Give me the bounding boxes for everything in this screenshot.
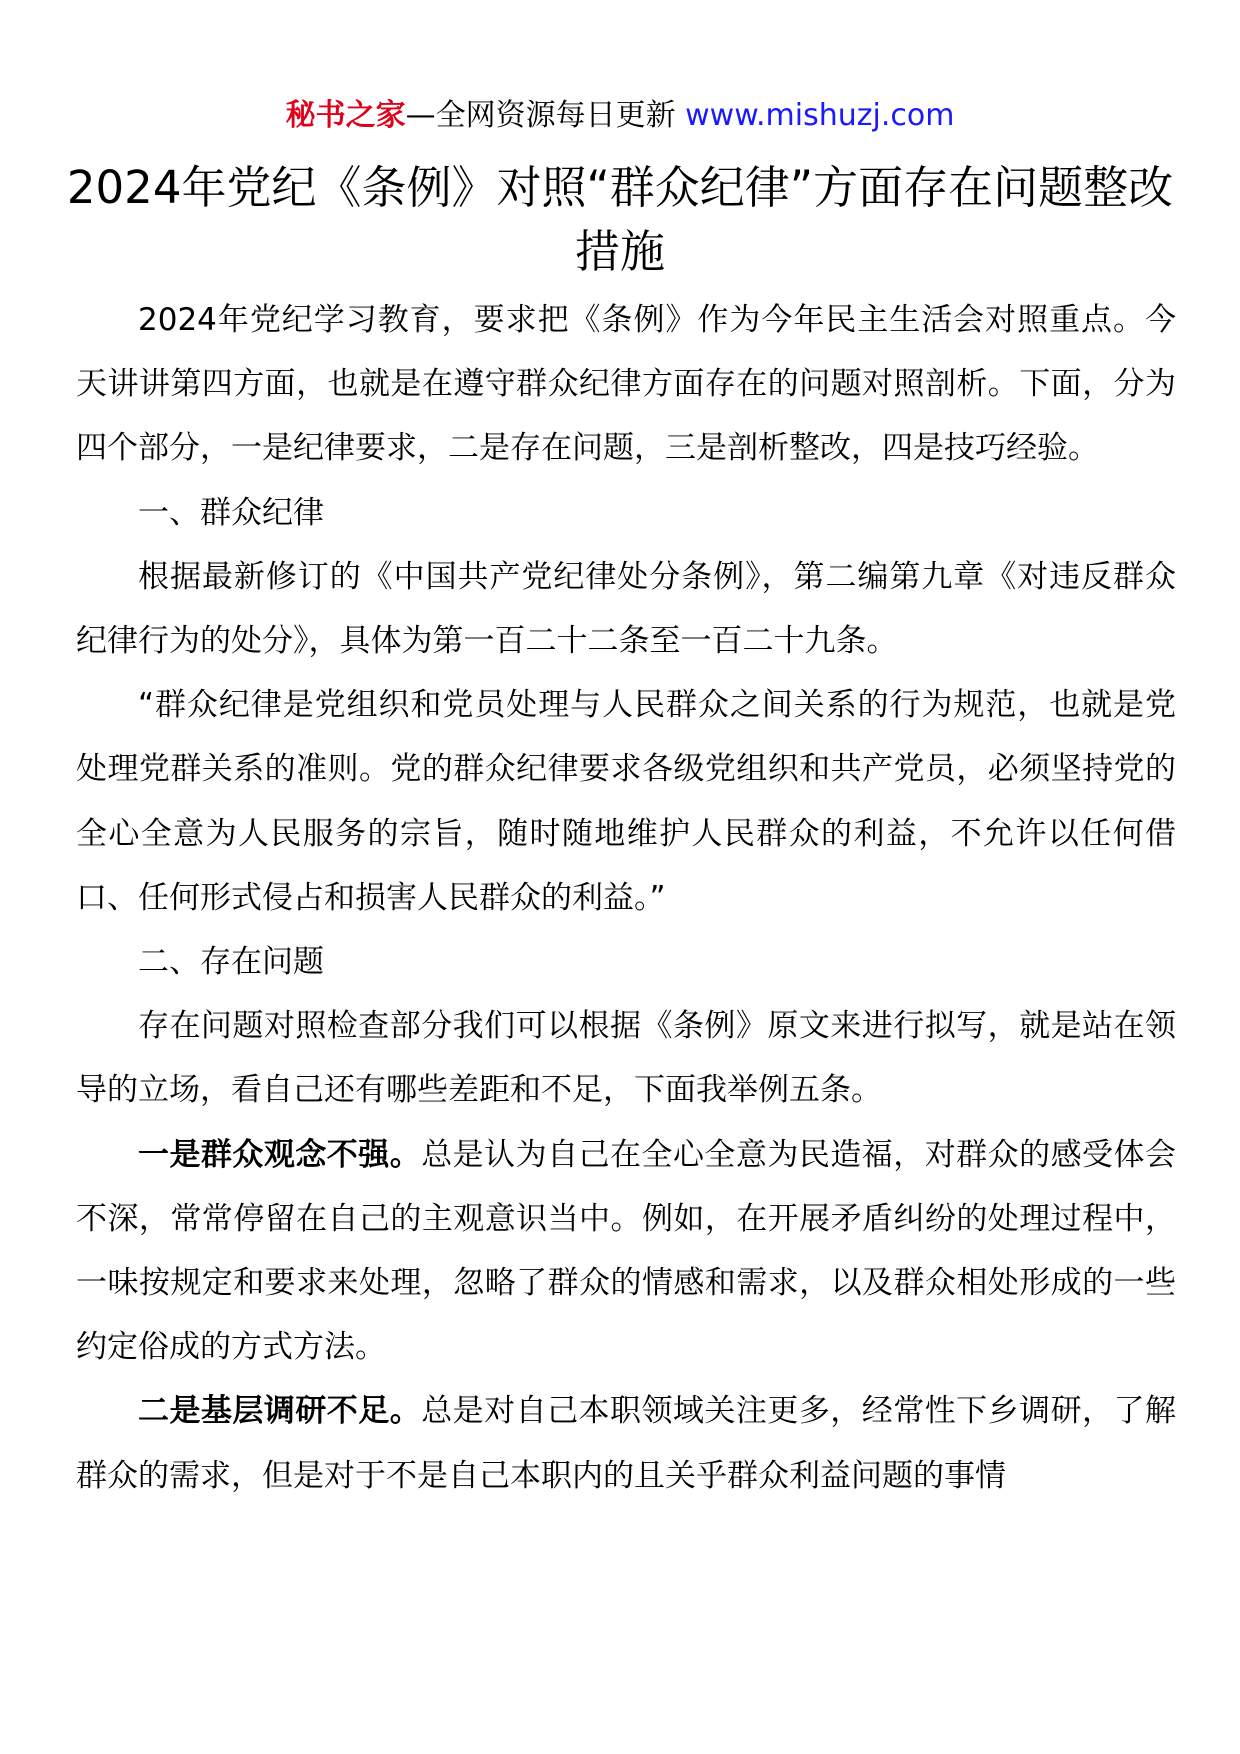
section-heading-text: 一、群众纪律 [138,494,324,531]
site-header [0,96,1240,136]
document-body [76,288,1176,1508]
problem-lead: 一是群众观念不强。 [138,1136,422,1173]
site-tagline: —全网资源每日更新 [405,98,686,133]
section-heading-existing-problems [76,930,1176,994]
paragraph-text: 存在问题对照检查部分我们可以根据《条例》原文来进行拟写，就是站在领导的立场，看自己还有哪些差距和不足，下面我举例五条。 [76,1008,1176,1109]
section-heading-text: 二、存在问题 [138,944,324,981]
paragraph-text: 根据最新修订的《中国共产党纪律处分条例》，第二编第九章《对违反群众纪律行为的处分》，具体为第一百二十二条至一百二十九条。 [76,558,1176,660]
problem-lead: 二是基层调研不足。 [138,1393,422,1430]
paragraph-problem-1 [76,1123,1176,1380]
paragraph-text: “群众纪律是党组织和党员处理与人民群众之间关系的行为规范，也就是党处理党群关系的准则。党的群众纪律要求各级党组织和共产党员，必须坚持党的全心全意为人民服务的宗旨，随时随地维护人民群众的利益，不允许以任何借口、任何形式侵占和损害人民群众的利益。” [76,687,1176,916]
document-title: 2024年党纪《条例》对照“群众纪律”方面存在问题整改措施 [66,161,1174,278]
paragraph-regulation-reference [76,545,1176,673]
paragraph-text: 总是认为自己在全心全意为民造福，对群众的感受体会不深，常常停留在自己的主观意识当中。例如，在开展矛盾纠纷的处理过程中，一味按规定和要求来处理，忽略了群众的情感和需求，以及群众相处形成的一些约定俗成的方式方法。 [76,1136,1176,1366]
site-brand: 秘书之家 [285,98,406,133]
paragraph-problem-2 [76,1379,1176,1507]
paragraph-text: 2024年党纪学习教育，要求把《条例》作为今年民主生活会对照重点。今天讲讲第四方面，也就是在遵守群众纪律方面存在的问题对照剖析。下面，分为四个部分，一是纪律要求，二是存在问题，三是剖析整改，四是技巧经验。 [76,302,1176,467]
site-url[interactable]: www.mishuzj.com [685,98,955,133]
paragraph-intro [76,288,1176,481]
paragraph-text: 总是对自己本职领域关注更多，经常性下乡调研，了解群众的需求，但是对于不是自己本职内的且关乎群众利益问题的事情 [76,1393,1176,1494]
section-heading-mass-discipline [76,481,1176,545]
paragraph-problems-intro [76,994,1176,1122]
paragraph-quote [76,673,1176,930]
